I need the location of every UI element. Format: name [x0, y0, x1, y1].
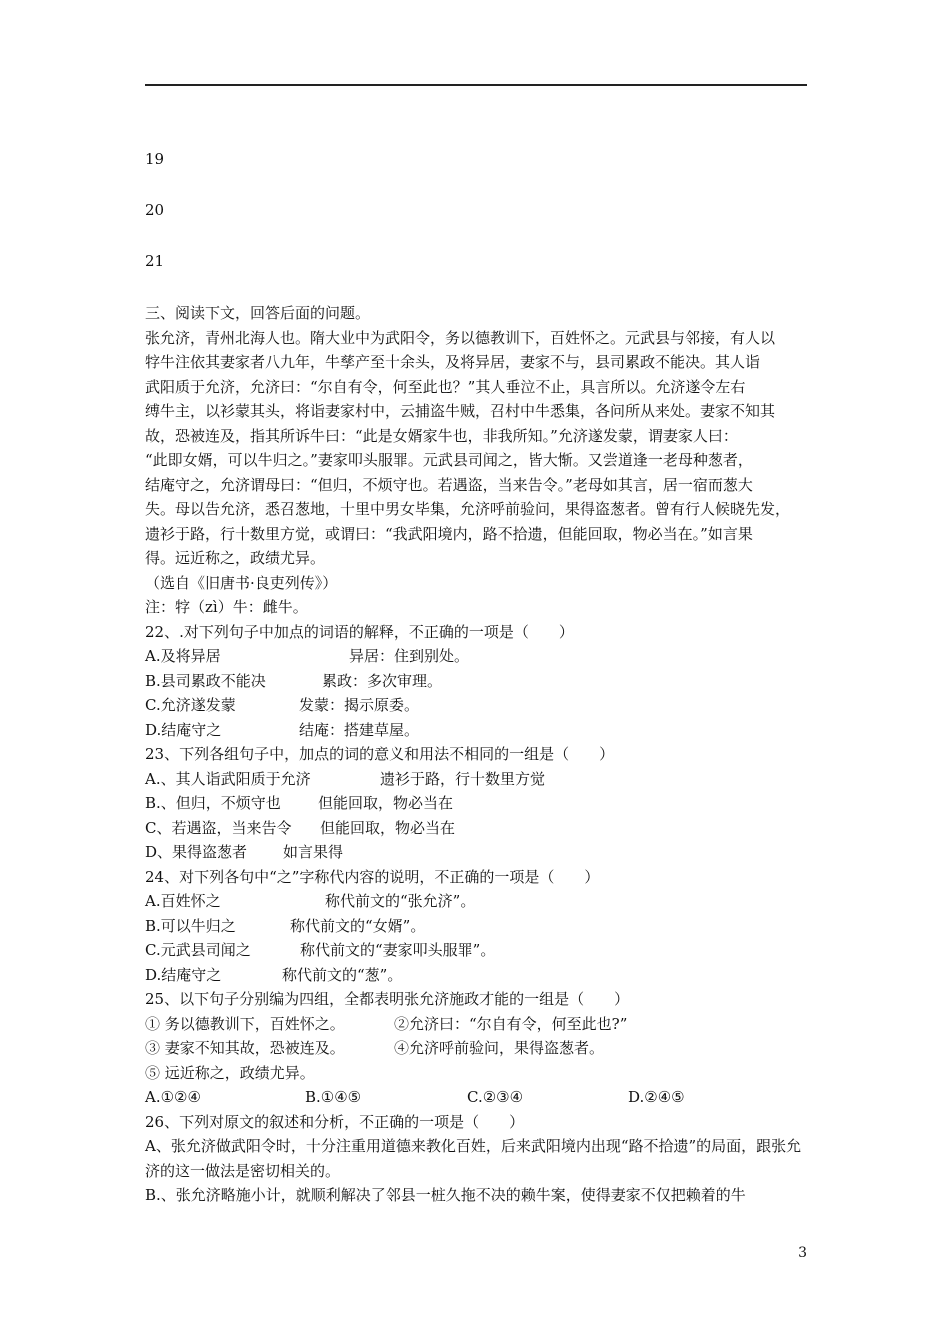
question-22-option-d	[145, 718, 813, 743]
answer-choice-d: D.②④⑤	[628, 1088, 685, 1106]
option-sentence: B.、但归，不烦守也	[145, 794, 281, 812]
answer-choice-a: A.①②④	[145, 1088, 201, 1106]
question-23-option-c	[145, 816, 813, 841]
question-22-option-a	[145, 644, 813, 669]
option-sentence: C.元武县司闻之	[145, 941, 251, 959]
option-sentence: B.县司累政不能决	[145, 671, 266, 690]
option-sentence: D、果得盗葱者	[145, 843, 248, 861]
question-25-items	[145, 1061, 813, 1086]
answer-choice-b: B.①④⑤	[305, 1088, 362, 1106]
option-explanation: 称代前文的“妻家叩头服罪”。	[300, 941, 496, 959]
numbered-sentence: ① 务以德教训下，百姓怀之。	[145, 1014, 345, 1033]
passage	[145, 326, 813, 571]
question-25-items	[145, 1012, 813, 1037]
passage-line: 故，恐被连及，指其所诉牛曰：“此是女婿家牛也，非我所知。”允济遂发蒙，谓妻家人曰：	[145, 426, 738, 445]
question-23-option-d	[145, 840, 813, 865]
question-25-choices	[145, 1085, 813, 1110]
question-26-stem: 26、下列对原文的叙述和分析，不正确的一项是（ ）	[145, 1112, 525, 1131]
option-explanation: 发蒙：揭示原委。	[299, 696, 420, 714]
numbered-sentence: ②允济曰：“尔自有令，何至此也?”	[394, 1014, 628, 1033]
header-rule	[145, 84, 807, 86]
option-explanation: 称代前文的“葱”。	[282, 965, 403, 984]
option-explanation: 称代前文的“女婿”。	[290, 916, 426, 935]
question-23-option-a	[145, 767, 813, 792]
question-23-stem: 23、下列各组句子中，加点的词的意义和用法不相同的一组是（ ）	[145, 745, 615, 763]
question-25-items	[145, 1036, 813, 1061]
option-sentence: 如言果得	[283, 843, 344, 861]
question-23-option-b	[145, 791, 813, 816]
numbered-sentence: ③ 妻家不知其故，恐被连及。	[145, 1039, 345, 1057]
passage-line: 得。远近称之，政绩尤异。	[145, 549, 326, 567]
passage-line: 失。母以告允济，悉召葱地，十里中男女毕集，允济呼前验问，果得盗葱者。曾有行人候晓先发，	[145, 500, 791, 518]
passage-line: 牸牛注依其妻家者八九年，牛孳产至十余头，及将异居，妻家不与，县司累政不能决。其人诣	[145, 353, 761, 371]
option-sentence: C.允济遂发蒙	[145, 696, 236, 714]
option-explanation: 结庵：搭建草屋。	[299, 720, 420, 739]
passage-line: 武阳质于允济，允济曰：“尔自有令，何至此也？”其人垂泣不止，具言所以。允济遂令左右	[145, 377, 746, 396]
section-heading: 三、阅读下文，回答后面的问题。	[145, 304, 371, 322]
option-sentence: 但能回取，物必当在	[320, 818, 456, 837]
passage-line: 结庵守之，允济谓母曰：“但归，不烦守也。若遇盗，当来告令。”老母如其言，居一宿而葱大	[145, 475, 753, 494]
option-sentence: A.百姓怀之	[145, 892, 221, 910]
annotation-note: 注：牸（zì）牛：雌牛。	[145, 598, 308, 616]
option-sentence: A.、其人诣武阳质于允济	[145, 769, 311, 788]
question-22-option-c	[145, 693, 813, 718]
option-sentence: 遗衫于路，行十数里方觉	[380, 769, 546, 788]
option-sentence: 但能回取，物必当在	[318, 794, 454, 812]
question-26-option-b: B.、张允济略施小计，就顺利解决了邻县一桩久拖不决的赖牛案，使得妻家不仅把赖着的牛	[145, 1186, 746, 1204]
option-sentence: A.及将异居	[145, 647, 221, 665]
question-25-stem: 25、以下句子分别编为四组，全都表明张允济施政才能的一组是（ ）	[145, 990, 630, 1008]
answer-choice-c: C.②③④	[467, 1088, 524, 1106]
question-24-option-b	[145, 914, 813, 939]
option-sentence: B.可以牛归之	[145, 916, 236, 935]
question-24-option-c	[145, 938, 813, 963]
passage-line: 张允济，青州北海人也。隋大业中为武阳令，务以德教训下，百姓怀之。元武县与邻接，有人以	[145, 328, 776, 347]
answer-number-20: 20	[145, 201, 165, 219]
numbered-sentence: ④允济呼前验问，果得盗葱者。	[394, 1039, 605, 1057]
passage-line: 缚牛主，以衫蒙其头，将诣妻家村中，云捕盗牛贼，召村中牛悉集，各问所从来处。妻家不知其	[145, 402, 776, 420]
source-citation: （选自《旧唐书·良吏列传》）	[145, 573, 338, 592]
option-explanation: 累政：多次审理。	[322, 671, 443, 690]
page-number: 3	[798, 1245, 807, 1261]
question-22-option-b	[145, 669, 813, 694]
question-22-stem: 22、.对下列句子中加点的词语的解释，不正确的一项是（ ）	[145, 622, 574, 641]
answer-number-19: 19	[145, 150, 165, 168]
numbered-sentence: ⑤ 远近称之，政绩尤异。	[145, 1063, 315, 1082]
passage-line: “此即女婿，可以牛归之。”妻家叩头服罪。元武县司闻之，皆大惭。又尝道逢一老母种葱者，	[145, 451, 753, 469]
question-24-stem: 24、对下列各句中“之”字称代内容的说明，不正确的一项是（ ）	[145, 867, 600, 886]
question-26-option-a: A、张允济做武阳令时，十分注重用道德来教化百姓，后来武阳境内出现“路不拾遗”的局面，跟张允济的这一做法是密切相关的。	[145, 1137, 802, 1180]
passage-line: 遗衫于路，行十数里方觉，或谓曰：“我武阳境内，路不拾遗，但能回取，物必当在。”如言果	[145, 524, 753, 543]
reading-section	[145, 301, 813, 1208]
question-24-option-a	[145, 889, 813, 914]
answer-number-21: 21	[145, 252, 165, 270]
option-sentence: D.结庵守之	[145, 720, 222, 739]
option-explanation: 称代前文的“张允济”。	[325, 892, 476, 910]
option-sentence: D.结庵守之	[145, 965, 222, 984]
option-explanation: 异居：住到别处。	[349, 647, 470, 665]
question-24-option-d	[145, 963, 813, 988]
option-sentence: C、若遇盗，当来告令	[145, 818, 292, 837]
